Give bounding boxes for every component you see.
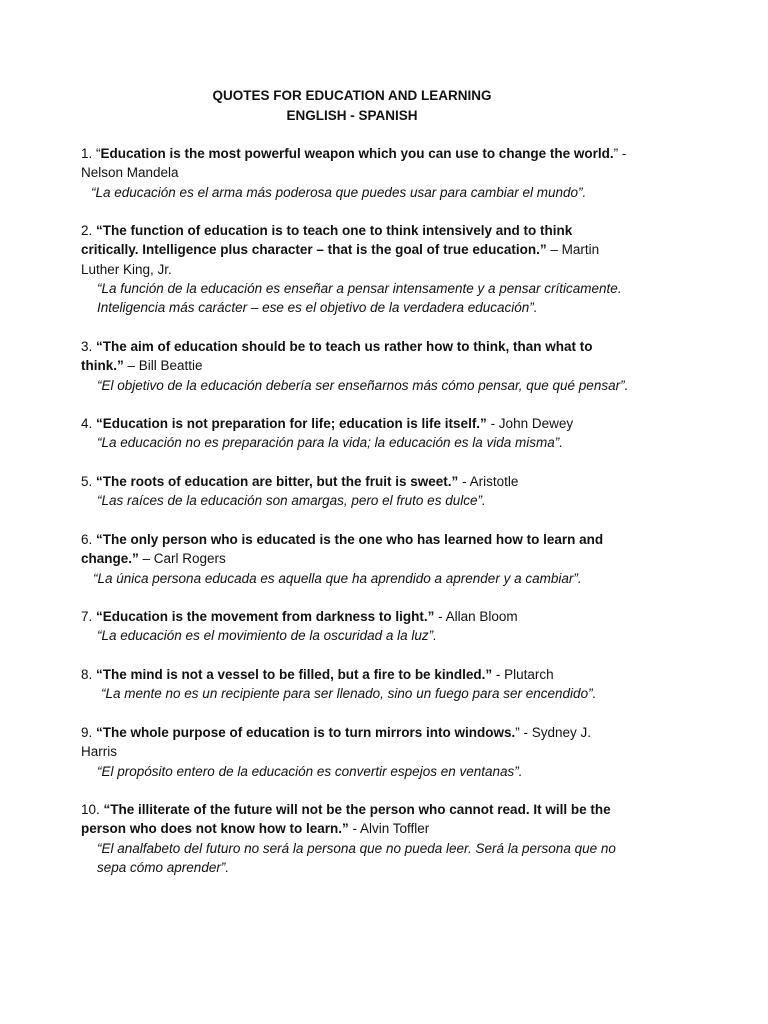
quote-author: - Plutarch bbox=[492, 667, 554, 683]
quote-english-line bbox=[81, 221, 629, 279]
quote-english: “Education is the movement from darkness to light.” bbox=[96, 609, 435, 625]
document-title bbox=[0, 86, 704, 126]
quote-3 bbox=[81, 337, 629, 395]
quote-spanish: “La educación no es preparación para la vida; la educación es la vida misma”. bbox=[97, 435, 564, 451]
quote-english-line bbox=[81, 723, 629, 762]
quote-4 bbox=[81, 414, 629, 453]
quote-close-mark: ” bbox=[515, 724, 520, 740]
quote-english: “The only person who is educated is the one who has learned how to learn and change.” bbox=[81, 531, 604, 567]
quote-list bbox=[81, 144, 629, 897]
quote-close-mark: ” bbox=[613, 146, 619, 161]
quote-english-line bbox=[81, 607, 629, 626]
quote-number: 9. bbox=[81, 724, 97, 740]
quote-english: “The whole purpose of education is to turn mirrors into windows. bbox=[96, 724, 516, 740]
quote-spanish: “La educación es el arma más poderosa que puedes usar para cambiar el mundo”. bbox=[91, 184, 587, 200]
quote-author: - Nelson Mandela bbox=[81, 146, 627, 181]
quote-9 bbox=[81, 723, 629, 781]
quote-author: – Carl Rogers bbox=[138, 551, 226, 567]
quote-author: - Alvin Toffler bbox=[348, 821, 430, 837]
quote-english: “The illiterate of the future will not be the person who cannot read. It will be the person who does not know how to learn.” bbox=[81, 802, 611, 837]
quote-author: - Allan Bloom bbox=[434, 609, 518, 625]
quote-english: “Education is not preparation for life; education is life itself.” bbox=[96, 416, 487, 432]
quote-author: – Bill Beattie bbox=[123, 358, 203, 374]
quote-number: 5. bbox=[81, 474, 97, 490]
quote-author: - Aristotle bbox=[458, 474, 519, 490]
quote-number: 10. bbox=[81, 802, 104, 818]
quote-english: “The roots of education are bitter, but the fruit is sweet.” bbox=[96, 474, 459, 490]
quote-english-line bbox=[81, 665, 629, 684]
quote-number: 8. bbox=[81, 667, 97, 683]
title-line-1: QUOTES FOR EDUCATION AND LEARNING bbox=[212, 88, 492, 103]
quote-english: “The aim of education should be to teach us rather how to think, than what to think.” bbox=[81, 338, 593, 374]
quote-author: – Martin Luther King, Jr. bbox=[81, 242, 600, 277]
quote-6 bbox=[81, 530, 629, 588]
quote-8 bbox=[81, 665, 629, 704]
quote-spanish: “La mente no es un recipiente para ser llenado, sino un fuego para ser encendido”. bbox=[101, 686, 597, 702]
quote-1 bbox=[81, 144, 629, 202]
quote-english-line bbox=[81, 472, 629, 491]
quote-english: Education is the most powerful weapon which you can use to change the world. bbox=[100, 146, 614, 161]
quote-english-line bbox=[81, 337, 629, 376]
quote-english-line bbox=[81, 144, 629, 183]
quote-number: 4. bbox=[81, 416, 97, 432]
quote-number: 1. bbox=[81, 146, 97, 161]
quote-7 bbox=[81, 607, 629, 646]
quote-spanish: “La función de la educación es enseñar a pensar intensamente y a pensar críticamente. Inteligencia más carácter – ese es el objetivo de la verdadera educación”. bbox=[97, 281, 622, 316]
quote-english-line bbox=[81, 530, 629, 569]
quote-number: 3. bbox=[81, 338, 97, 354]
quote-spanish: “El objetivo de la educación debería ser enseñarnos más cómo pensar, que qué pensar”. bbox=[97, 377, 629, 393]
quote-english-line bbox=[81, 800, 629, 839]
quote-open-mark: “ bbox=[96, 146, 101, 161]
quote-author: - John Dewey bbox=[486, 416, 574, 432]
quote-number: 7. bbox=[81, 609, 97, 625]
quote-2 bbox=[81, 221, 629, 317]
quote-spanish: “Las raíces de la educación son amargas, pero el fruto es dulce”. bbox=[97, 493, 486, 509]
quote-english: “The function of education is to teach one to think intensively and to think critically. Intelligence plus character – that is the goal of true education.” bbox=[81, 223, 573, 258]
quote-number: 2. bbox=[81, 223, 97, 239]
quote-10 bbox=[81, 800, 629, 877]
quote-spanish: “La única persona educada es aquella que ha aprendido a aprender y a cambiar”. bbox=[93, 570, 582, 586]
quote-author: - Sydney J. Harris bbox=[81, 724, 592, 760]
title-line-2: ENGLISH - SPANISH bbox=[286, 108, 418, 123]
quote-spanish: “El propósito entero de la educación es convertir espejos en ventanas”. bbox=[97, 763, 523, 779]
quote-number: 6. bbox=[81, 531, 97, 547]
quote-english-line bbox=[81, 414, 629, 433]
quote-spanish: “La educación es el movimiento de la oscuridad a la luz”. bbox=[97, 628, 437, 644]
quote-5 bbox=[81, 472, 629, 511]
quote-spanish: “El analfabeto del futuro no será la persona que no pueda leer. Será la persona que no sepa cómo aprender”. bbox=[97, 840, 616, 875]
quote-english: “The mind is not a vessel to be filled, but a fire to be kindled.” bbox=[96, 667, 493, 683]
